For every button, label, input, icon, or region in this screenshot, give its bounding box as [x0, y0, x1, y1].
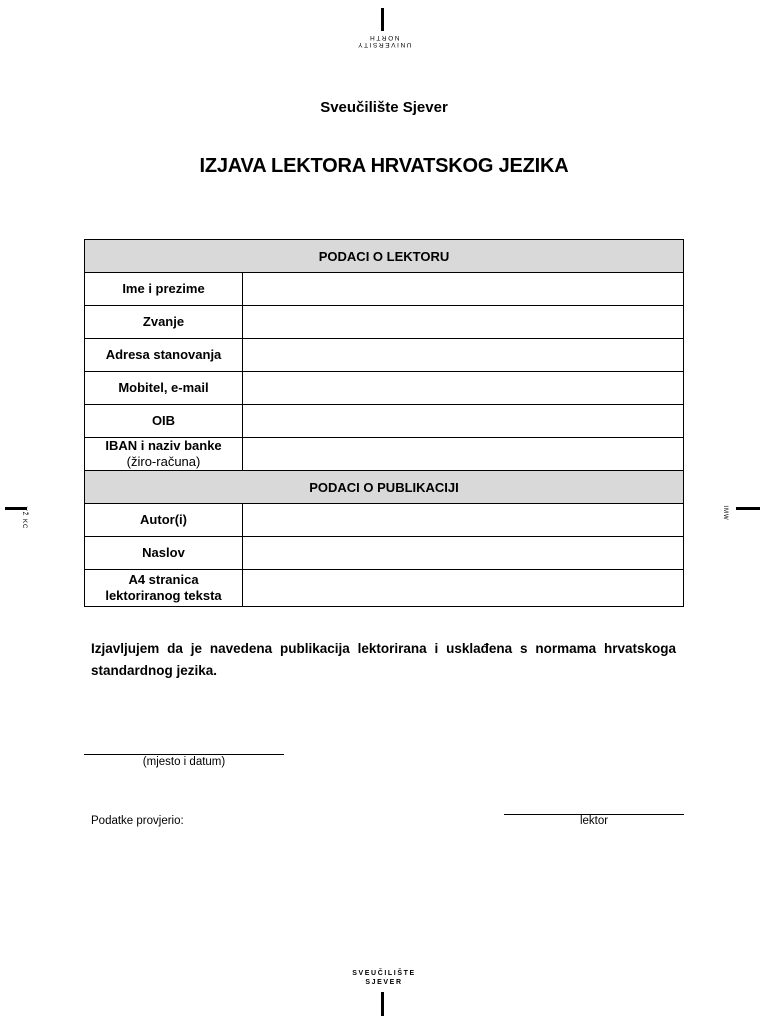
- field-input-name[interactable]: [243, 273, 684, 306]
- side-mark-right: [736, 507, 760, 510]
- logo-top-line2: NORTH: [368, 34, 400, 41]
- institution-name: Sveučilište Sjever: [320, 99, 448, 116]
- side-text-right: IMW: [722, 505, 728, 521]
- declaration-statement: Izjavljujem da je navedena publikacija lektorirana i usklađena s normama hrvatskoga standardnog jezika.: [91, 641, 676, 678]
- place-date-caption: (mjesto i datum): [142, 756, 226, 768]
- field-label-contact: Mobitel, e-mail: [85, 372, 243, 405]
- field-label-iban-line2: (žiro-računa): [126, 454, 201, 469]
- field-label-iban: [85, 438, 243, 471]
- field-label-title: Zvanje: [85, 306, 243, 339]
- section-header-publication: PODACI O PUBLIKACIJI: [85, 471, 684, 504]
- logo-top-mirrored-text: [334, 34, 434, 48]
- section-header-row: [85, 471, 684, 504]
- place-date-line[interactable]: [84, 754, 284, 755]
- field-label-pages: [85, 570, 243, 607]
- field-label-iban-line1: IBAN i naziv banke: [105, 438, 222, 453]
- logo-bottom-text: [334, 969, 434, 987]
- field-label-pub-title: Naslov: [85, 537, 243, 570]
- logo-top-bar: [381, 8, 384, 31]
- checked-by-label: Podatke provjerio:: [91, 815, 184, 827]
- table-row: [85, 537, 684, 570]
- signature-caption: lektor: [579, 815, 609, 827]
- logo-bottom-line1: SVEUČILIŠTE: [352, 970, 416, 977]
- table-row: [85, 372, 684, 405]
- field-input-authors[interactable]: [243, 504, 684, 537]
- field-label-oib: OIB: [85, 405, 243, 438]
- field-input-contact[interactable]: [243, 372, 684, 405]
- logo-bottom-line2: SJEVER: [365, 979, 403, 986]
- section-header-row: [85, 240, 684, 273]
- document-title: IZJAVA LEKTORA HRVATSKOG JEZIKA: [199, 155, 569, 177]
- table-row: [85, 504, 684, 537]
- table-row: [85, 570, 684, 607]
- table-row: [85, 438, 684, 471]
- field-input-title[interactable]: [243, 306, 684, 339]
- field-label-pages-line2: lektoriranog teksta: [105, 588, 222, 603]
- logo-bottom-bar: [381, 992, 384, 1016]
- logo-top-line1: UNIVERSITY: [356, 41, 412, 48]
- field-input-oib[interactable]: [243, 405, 684, 438]
- table-row: [85, 405, 684, 438]
- field-input-pub-title[interactable]: [243, 537, 684, 570]
- table-row: [85, 306, 684, 339]
- field-input-address[interactable]: [243, 339, 684, 372]
- field-label-address: Adresa stanovanja: [85, 339, 243, 372]
- field-label-pages-line1: A4 stranica: [128, 572, 199, 587]
- table-row: [85, 339, 684, 372]
- table-row: [85, 273, 684, 306]
- field-label-authors: Autor(i): [85, 504, 243, 537]
- field-label-name: Ime i prezime: [85, 273, 243, 306]
- side-text-left: VŽ KC: [21, 506, 27, 530]
- field-input-pages[interactable]: [243, 570, 684, 607]
- field-input-iban[interactable]: [243, 438, 684, 471]
- declaration-form-table: [84, 239, 684, 607]
- section-header-lektor: PODACI O LEKTORU: [85, 240, 684, 273]
